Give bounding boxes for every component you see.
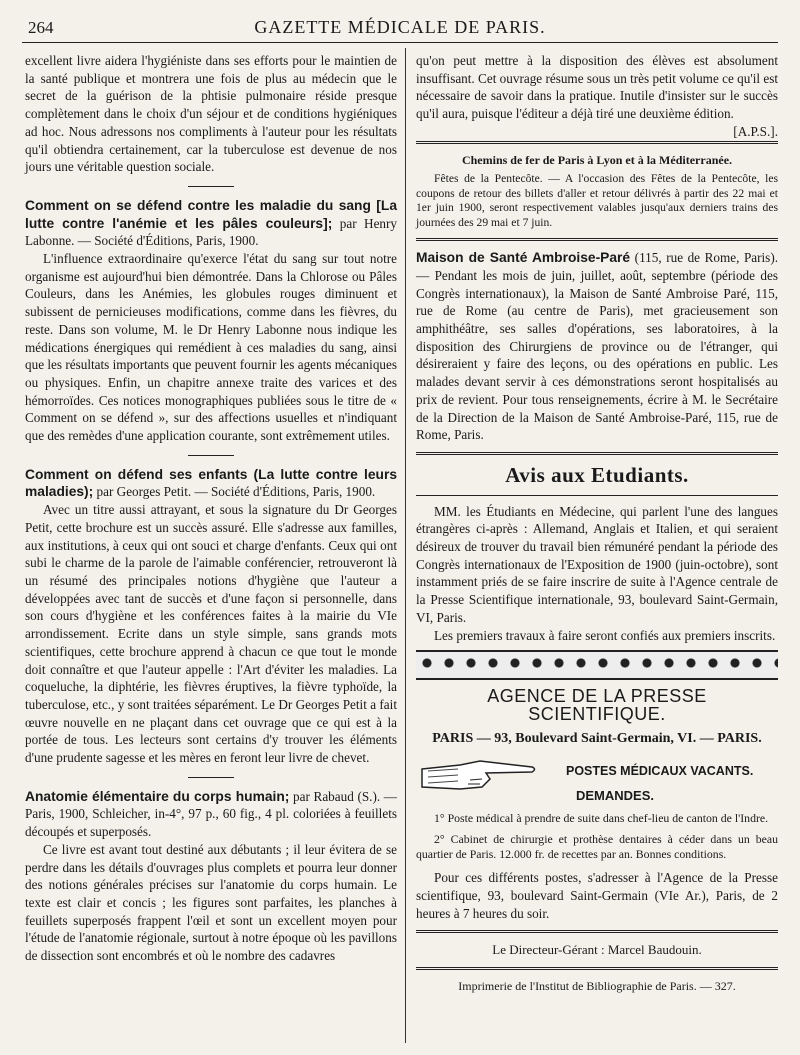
header-rule xyxy=(22,42,778,43)
review-text: L'influence extraordinaire qu'exerce l'état du sang sur tout notre organisme est aujourd'hui bien démontrée. Dans la Chlorose ou Pâles Couleurs, dans les Anémies, les globules rouges diminuent et subissent de pernicieuses modifications, comme dans les fièvres, du reste. Dans son volume, M. le Dr Henry Labonne nous indique les médications énergiques qui remédient à ces maladies du sang, ainsi que les résultats importants que peuvent fournir les agents mécaniques ou physiques. Enfin, un chapitre annexe traite des varices et des hémorroïdes. Ces notices monographiques publiées sous le titre de « Comment on se défend », sur des affections usuelles et n'indiquant que des remèdes d'une application courante, sont extrêmement utiles. xyxy=(25,251,397,444)
double-rule xyxy=(416,238,778,241)
director-line: Le Directeur-Gérant : Marcel Baudouin. xyxy=(492,942,702,958)
demandes-title: DEMANDES. xyxy=(576,788,655,804)
book-author: par Georges Petit. — Société d'Éditions, Paris, 1900. xyxy=(96,484,376,500)
section-separator xyxy=(188,455,234,456)
book-title: Comment on défend ses enfants (La lutte contre leurs maladies); xyxy=(25,466,397,500)
review-header xyxy=(25,197,397,250)
rule xyxy=(416,495,778,496)
review-text: Ce livre est avant tout destiné aux débutants ; il leur évitera de se perdre dans les détails d'ouvrages plus complets et pourra leur donner des notions générales précises sur l'anatomie du corps humain. Le texte est clair et concis ; les figures sont parfaites, les planches à feuillets superposés frappent l'œil et sont un excellent moyen pour l'étude de l'anatomie régionale, surtout à notre époque où les pavillons de dissection sont encombrés et où le nombre des cadavres xyxy=(25,841,397,964)
intro-paragraph: excellent livre aidera l'hygiéniste dans ses efforts pour le maintien de la santé publique et montrera une fois de plus au médecin que le secret de la guérison de la phtisie pulmonaire réside presque complètement dans le choix d'un séjour et de conditions hygiéniques ad hoc. Nous adressons nos compliments à l'auteur pour les résultats qu'il obtiendra certainement, car la tuberculose est devenue de nos jours une véritable question sociale. xyxy=(25,53,397,175)
double-rule xyxy=(416,967,778,970)
double-rule xyxy=(416,141,778,144)
pointing-hand-icon xyxy=(420,753,538,797)
maison-section xyxy=(416,249,778,444)
post-item: 1° Poste médical à prendre de suite dans chef-lieu de canton de l'Indre. xyxy=(434,811,769,826)
section-separator xyxy=(188,186,234,187)
section-separator xyxy=(188,777,234,778)
journal-title: GAZETTE MÉDICALE DE PARIS. xyxy=(254,17,546,37)
postes-block xyxy=(416,753,778,805)
maison-title: Maison de Santé Ambroise-Paré xyxy=(416,250,631,266)
page-header xyxy=(22,14,778,42)
agence-address: PARIS — 93, Boulevard Saint-Germain, VI. — PARIS. xyxy=(432,730,762,746)
continued-body: qu'on peut mettre à la disposition des élèves est absolument insuffisant. Cet ouvrage résume sous un très petit volume ce qu'il est nécessaire de savoir dans la pratique. Inutile d'insister sur le succès qu'il aura, puisque l'éditeur a déjà tiré une deuxième édition. xyxy=(416,53,778,122)
contact-text: Pour ces différents postes, s'adresser à l'Agence de la Presse scientifique, 93, boulevard Saint-Germain (VIe Ar.), Paris, de 2 heures à 7 heures du soir. xyxy=(416,870,778,921)
book-title: Anatomie élémentaire du corps humain; xyxy=(25,788,290,804)
double-rule xyxy=(416,930,778,933)
rail-title: Chemins de fer de Paris à Lyon et à la Méditerranée. xyxy=(461,152,733,167)
signature: [A.P.S.]. xyxy=(733,123,778,139)
avis-text-2: Les premiers travaux à faire seront confiés aux premiers inscrits. xyxy=(434,627,776,643)
review-text: Avec un titre aussi attrayant, et sous la signature du Dr Georges Petit, cette brochure est un succès assuré. Elle s'adresse aux familles, aux institutions, à ceux qui ont souci et charge d'enfants. Ceux qui ont subi le charme de la parole de l'aimable conférencier, retrouveront là un résumé des principales notions d'hygiène que l'auteur a développées avec tant de succès et d'une façon si personnelle, dans son cours d'hygiène et les conférences faites à la mairie du VIe arrondissement. Ecrite dans un style simple, sans grands mots scientifiques, cette brochure apprend à chacun ce que tout le monde doit connaître et que l'auteur appelle : l'Art d'éviter les maladies. La coqueluche, la diphtérie, les fièvres éruptives, la fièvre typhoïde, la tuberculose, etc., y sont traitées séparément. Le Dr Georges Petit a fait œuvre nouvelle en ne plaçant dans cet ouvrage que ce qui est à la portée de tous. Les lecteurs sont certains d'y trouver les éléments d'une prudente sagesse et les mères en feront leur livre de chevet. xyxy=(25,502,397,766)
book-title: Comment on se défend contre les maladie du sang [La lutte contre l'anémie et les pâles couleurs]; xyxy=(25,197,397,231)
review-header xyxy=(25,466,397,501)
left-column xyxy=(25,52,397,965)
rail-text: Fêtes de la Pentecôte. — A l'occasion des Fêtes de la Pentecôte, les coupons de retour des billets d'aller et retour délivrés à partir des 22 mai et 1er juin 1900, seront respectivement valables jusqu'aux derniers trains des journées des 29 mai et 7 juin. xyxy=(416,172,778,229)
right-column xyxy=(416,52,778,996)
book-author: par Rabaud (S.). — Paris, 1900, Schleicher, in-4°, 97 p., 60 fig., 4 pl. coloriées à feuillets découpés et superposés. xyxy=(25,788,397,840)
column-divider xyxy=(405,48,406,1043)
printer-line: Imprimerie de l'Institut de Bibliographie de Paris. — 327. xyxy=(458,978,736,993)
continued-text xyxy=(416,52,778,139)
book-author: par Henry Labonne. — Société d'Éditions, Paris, 1900. xyxy=(25,215,398,249)
ornamental-band xyxy=(416,650,778,680)
review-header xyxy=(25,788,397,841)
postes-title: POSTES MÉDICAUX VACANTS. xyxy=(566,764,754,779)
avis-title: Avis aux Etudiants. xyxy=(505,462,689,487)
post-item: 2° Cabinet de chirurgie et prothèse dentaires à céder dans un beau quartier de Paris. 12.000 fr. de recettes par an. Bonnes conditions. xyxy=(416,831,778,861)
maison-text: (115, rue de Rome, Paris). — Pendant les mois de juin, juillet, août, septembre (période des Congrès internationaux), la Maison de Santé Ambroise Paré, 115, rue de Rome (au centre de Paris), met gracieusement son amphithéâtre, ses salles d'opérations, ses laboratoires, à la disposition des Chirurgiens de province ou de l'étranger, qui désireraient y faire des leçons, ou des opérations en public. Les malades devant servir à ces démonstrations seront hospitalisés au prix de revient. Pour tous renseignements, écrire à M. le Secrétaire de la Direction de la Maison de Santé Ambroise-Paré, 115, rue de Rome, Paris. xyxy=(416,250,779,443)
agence-title: AGENCE DE LA PRESSE SCIENTIFIQUE. xyxy=(487,686,707,724)
double-rule xyxy=(416,452,778,455)
page-number: 264 xyxy=(28,18,54,37)
avis-text: MM. les Étudiants en Médecine, qui parlent l'une des langues étrangères ci-après : Allemand, Anglais et Italien, et qui seraient désireux de trouver du travail bien rémunéré pendant la période des Congrès internationaux de l'Exposition de 1900 (juin-octobre), sont instamment priés de se faire inscrire de suite à l'Agence centrale de la Presse Scientifique internationale, 93, boulevard Saint-Germain, VI, Paris. xyxy=(416,503,778,625)
